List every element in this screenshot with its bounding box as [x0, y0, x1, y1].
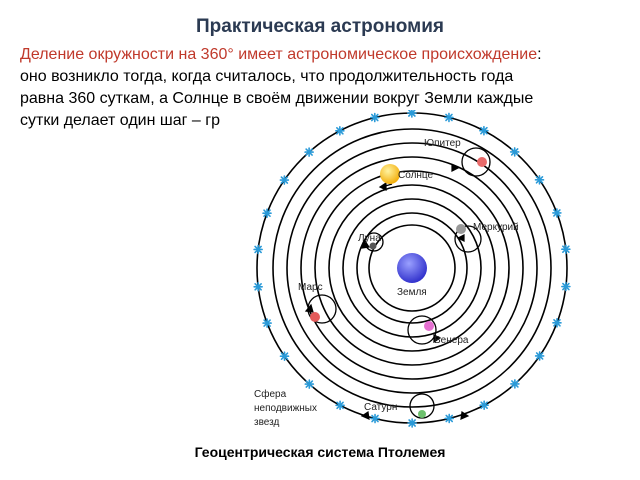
paragraph-colon: :	[537, 46, 542, 63]
label-fixed-stars-1: Сфера	[254, 389, 287, 400]
label-jupiter: Юпитер	[424, 138, 461, 149]
mars-planet	[310, 312, 320, 322]
sun-planet	[380, 164, 400, 184]
star-mark	[408, 419, 416, 427]
label-sun: Солнце	[398, 170, 434, 181]
paragraph-line-1	[20, 44, 620, 66]
earth-planet	[397, 253, 427, 283]
saturn-planet	[418, 410, 426, 418]
star-mark	[535, 176, 543, 184]
star-mark	[445, 414, 453, 422]
star-mark	[553, 319, 561, 327]
star-mark	[263, 319, 271, 327]
star-mark	[281, 352, 289, 360]
star-mark	[371, 415, 379, 423]
label-mercury: Меркурий	[473, 222, 519, 233]
star-mark	[562, 283, 570, 291]
star-mark	[553, 209, 561, 217]
star-mark	[263, 209, 271, 217]
label-fixed-stars-2: неподвижных	[254, 403, 317, 414]
star-mark	[305, 380, 313, 388]
paragraph-highlight: Деление окружности на 360° имеет астрономическое происхождение	[20, 46, 538, 63]
star-mark	[254, 245, 262, 253]
paragraph-line-4: сутки делает один шаг – гр	[20, 112, 220, 129]
star-mark	[305, 148, 313, 156]
star-mark	[336, 127, 344, 135]
star-mark	[511, 148, 519, 156]
star-mark	[408, 110, 416, 117]
star-mark	[562, 245, 570, 253]
star-mark	[371, 114, 379, 122]
label-earth: Земля	[397, 287, 427, 298]
star-mark	[445, 113, 453, 121]
star-mark	[280, 176, 288, 184]
paragraph-line-2: оно возникло тогда, когда считалось, что продолжительность года	[20, 68, 514, 85]
star-mark	[480, 401, 488, 409]
star-mark	[511, 380, 519, 388]
label-saturn: Сатурн	[364, 402, 398, 413]
paragraph-line-3: равна 360 суткам, а Солнце в своём движении вокруг Земли каждые	[20, 90, 534, 107]
venus-planet	[424, 321, 434, 331]
diagram-caption: Геоцентрическая система Птолемея	[194, 444, 446, 460]
slide-title: Практическая астрономия	[196, 16, 444, 37]
star-mark	[536, 352, 544, 360]
jupiter-planet	[477, 157, 487, 167]
label-venus: Венера	[434, 335, 469, 346]
mercury-planet	[456, 224, 466, 234]
star-mark	[254, 283, 262, 291]
label-mars: Марс	[298, 282, 323, 293]
label-moon: Луна	[358, 233, 381, 244]
star-mark	[336, 401, 344, 409]
label-fixed-stars-3: звезд	[254, 417, 280, 428]
star-mark	[480, 127, 488, 135]
ptolemy-diagram	[240, 110, 580, 440]
